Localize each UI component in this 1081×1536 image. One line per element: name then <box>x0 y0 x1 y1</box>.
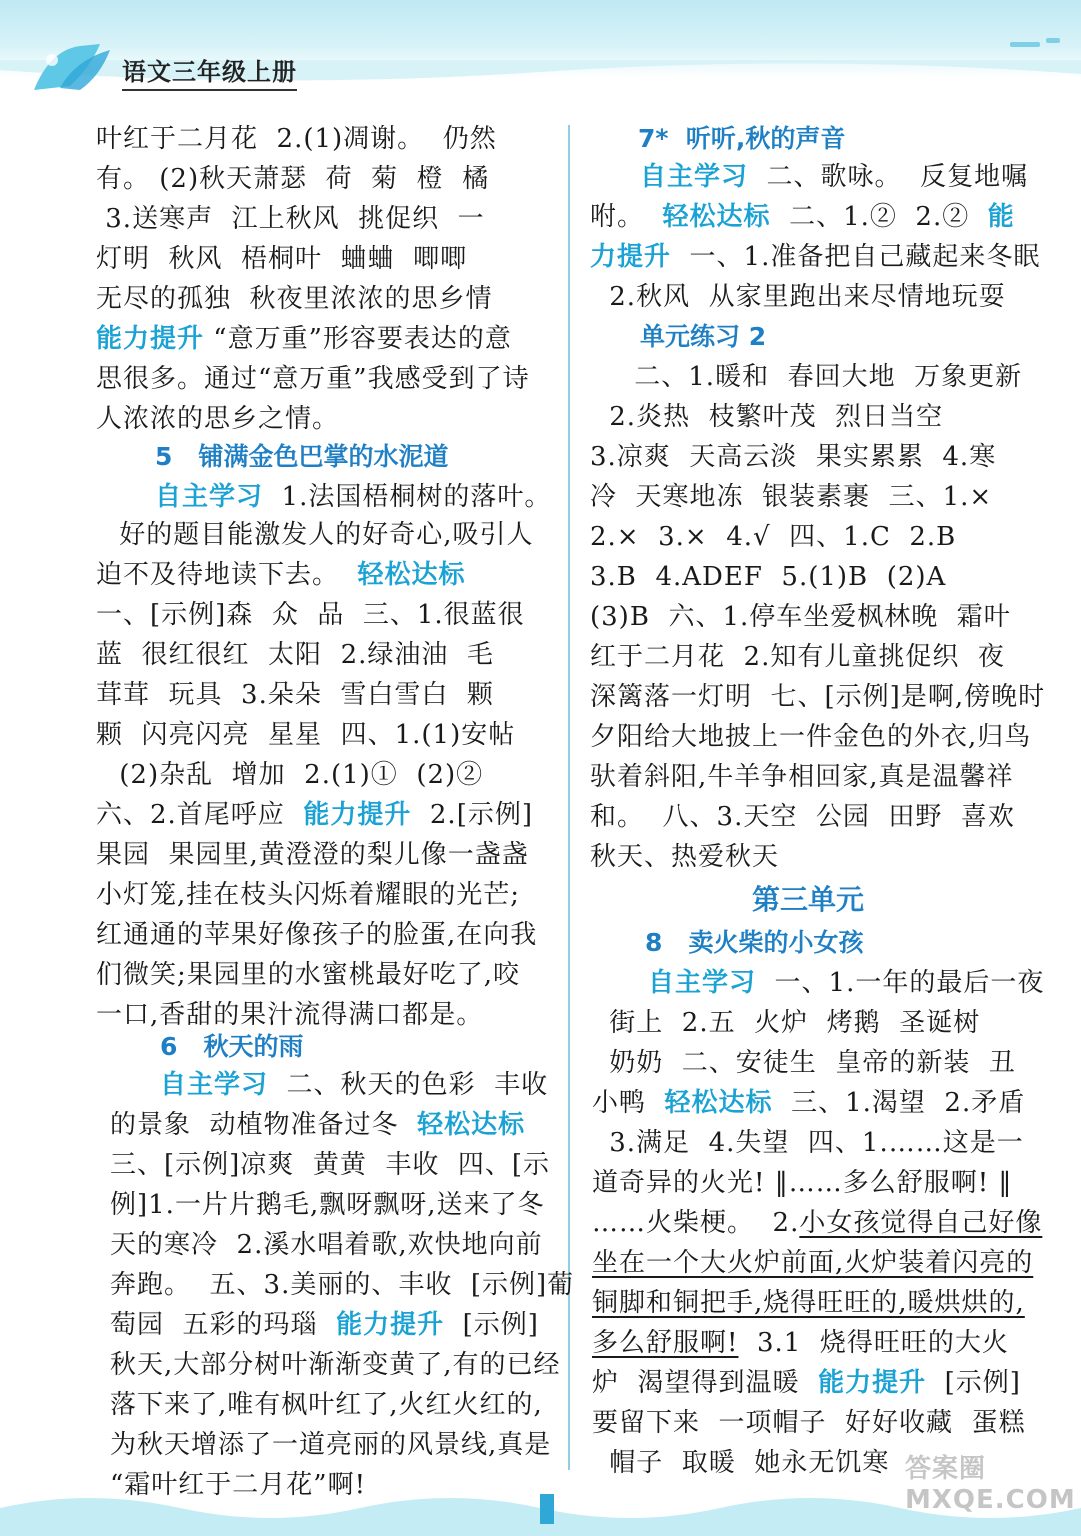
text-line: ……火柴梗。 2.小女孩觉得自己好像 <box>592 1208 1043 1238</box>
underlined-answer: 铜脚和铜把手,烧得旺旺的,暖烘烘的, <box>592 1288 1025 1318</box>
text-line: “霜叶红于二月花”啊! <box>110 1470 367 1500</box>
text-line: 道奇异的火光! ‖……多么舒服啊! ‖ <box>592 1168 1013 1198</box>
text-line: 2.× 3.× 4.√ 四、1.C 2.B <box>590 522 957 552</box>
text-line: 2.秋风 从家里跑出来尽情地玩耍 <box>600 282 1006 312</box>
corner-decoration <box>1010 36 1060 52</box>
tag-ability: 能 <box>987 202 1015 232</box>
tag-self-study: 自主学习 <box>640 162 749 192</box>
text-line: (3)B 六、1.停车坐爱枫林晚 霜叶 <box>590 602 1011 632</box>
text-line: 2.炎热 枝繁叶茂 烈日当空 <box>600 402 944 432</box>
text-line: 果园 果园里,黄澄澄的梨儿像一盏盏 <box>96 840 529 870</box>
book-title: 语文三年级上册 <box>122 52 297 91</box>
text-line: 茸茸 玩具 3.朵朵 雪白雪白 颗 <box>96 680 494 710</box>
underlined-answer: 坐在一个大火炉前面,火炉装着闪亮的 <box>592 1248 1034 1278</box>
text-line: 一、[示例]森 众 品 三、1.很蓝很 <box>96 600 525 630</box>
text-line: 红通通的苹果好像孩子的脸蛋,在向我 <box>96 920 538 950</box>
text-line: 叶红于二月花 2.(1)凋谢。 仍然 <box>96 124 497 154</box>
text-line: 六、2.首尾呼应 能力提升 2.[示例] <box>96 800 533 830</box>
text-line: 3.凉爽 天高云淡 果实累累 4.寒 <box>590 442 997 472</box>
text-line: 冷 天寒地冻 银装素裹 三、1.× <box>590 482 993 512</box>
book-logo-icon <box>30 40 120 95</box>
text-line: 秋天、热爱秋天 <box>590 842 780 872</box>
unit-practice-heading: 单元练习 2 <box>640 322 767 351</box>
text-line: 3.送寒声 江上秋风 挑促织 一 <box>96 204 485 234</box>
tag-easy: 轻松达标 <box>664 1088 773 1118</box>
text-line: 无尽的孤独 秋夜里浓浓的思乡情 <box>96 284 493 314</box>
text-line: 的景象 动植物准备过冬 轻松达标 <box>110 1110 526 1140</box>
text-line: 灯明 秋风 梧桐叶 蛐蛐 唧唧 <box>96 244 468 274</box>
text-line: 一口,香甜的果汁流得满口都是。 <box>96 1000 484 1030</box>
text-line: 迫不及待地读下去。 轻松达标 <box>96 560 466 590</box>
text-line: 二、1.暖和 春回大地 万象更新 <box>625 362 1023 392</box>
text-line: 夕阳给大地披上一件金色的外衣,归鸟 <box>590 722 1032 752</box>
text-line: 咐。 轻松达标 二、1.② 2.② 能 <box>590 202 1015 232</box>
text-line: 萄园 五彩的玛瑙 能力提升 [示例] <box>110 1310 539 1340</box>
text-line: 例]1.一片片鹅毛,飘呀飘呀,送来了冬 <box>110 1190 545 1220</box>
text-line: 3.满足 4.失望 四、1.……这是一 <box>600 1128 1024 1158</box>
text-line: 有。 (2)秋天萧瑟 荷 菊 橙 橘 <box>96 164 490 194</box>
lesson-heading: 8 卖火柴的小女孩 <box>645 928 864 957</box>
text-line: 为秋天增添了一道亮丽的风景线,真是 <box>110 1430 552 1460</box>
text-line: 3.B 4.ADEF 5.(1)B (2)A <box>590 562 947 592</box>
text-line: 小灯笼,挂在枝头闪烁着耀眼的光芒; <box>96 880 521 910</box>
tag-self-study: 自主学习 <box>155 482 264 512</box>
unit-heading: 第三单元 <box>752 883 865 916</box>
text-line: 和。 八、3.天空 公园 田野 喜欢 <box>590 802 1015 832</box>
tag-ability: 能力提升 <box>336 1310 445 1340</box>
text-line: 小鸭 轻松达标 三、1.渴望 2.矛盾 <box>592 1088 1026 1118</box>
tag-ability: 能力提升 <box>96 324 205 354</box>
text-line: 三、[示例]凉爽 黄黄 丰收 四、[示 <box>110 1150 551 1180</box>
tag-self-study: 自主学习 <box>648 968 757 998</box>
text-line: 自主学习 一、1.一年的最后一夜 <box>648 968 1045 998</box>
text-line: 落下来了,唯有枫叶红了,火红火红的, <box>110 1390 543 1420</box>
text-line: (2)杂乱 增加 2.(1)① (2)② <box>110 760 484 790</box>
text-line: 自主学习 1.法国梧桐树的落叶。 <box>155 482 552 512</box>
text-line: 天的寒冷 2.溪水唱着歌,欢快地向前 <box>110 1230 543 1260</box>
text-line: 奶奶 二、安徒生 皇帝的新装 丑 <box>600 1048 1016 1078</box>
text-line: 炉 渴望得到温暖 能力提升 [示例] <box>592 1368 1021 1398</box>
underlined-answer: 小女孩觉得自己好像 <box>799 1208 1043 1238</box>
underlined-answer: 多么舒服啊! <box>592 1328 739 1358</box>
lesson-heading: 5 铺满金色巴掌的水泥道 <box>155 442 449 471</box>
lesson-heading: 6 秋天的雨 <box>160 1032 304 1061</box>
tag-easy: 轻松达标 <box>662 202 771 232</box>
text-line: 深篱落一灯明 七、[示例]是啊,傍晚时 <box>590 682 1046 712</box>
text-line: 能力提升 “意万重”形容要表达的意 <box>96 324 512 354</box>
text-line: 要留下来 一项帽子 好好收藏 蛋糕 <box>592 1408 1026 1438</box>
tag-ability: 能力提升 <box>303 800 412 830</box>
text-line: 颗 闪亮闪亮 星星 四、1.(1)安帖 <box>96 720 516 750</box>
text-line: 自主学习 二、歌咏。 反复地嘱 <box>640 162 1029 192</box>
text-line: 自主学习 二、秋天的色彩 丰收 <box>160 1070 549 1100</box>
tag-easy: 轻松达标 <box>357 560 466 590</box>
text-line: 驮着斜阳,牛羊争相回家,真是温馨祥 <box>590 762 1014 792</box>
text-line: 人浓浓的思乡之情。 <box>96 404 340 434</box>
text-line: 力提升 一、1.准备把自己藏起来冬眠 <box>590 242 1041 272</box>
tag-ability: 能力提升 <box>818 1368 927 1398</box>
text-line: 街上 2.五 火炉 烤鹅 圣诞树 <box>600 1008 981 1038</box>
watermark: 答案圈 MXQE.COM <box>905 1454 1076 1515</box>
text-line: 红于二月花 2.知有儿童挑促织 夜 <box>590 642 1005 672</box>
lesson-heading: 7* 听听,秋的声音 <box>638 124 846 153</box>
text-line: 奔跑。 五、3.美丽的、丰收 [示例]葡 <box>110 1270 575 1300</box>
text-line: 蓝 很红很红 太阳 2.绿油油 毛 <box>96 640 494 670</box>
text-line: 思很多。通过“意万重”我感受到了诗 <box>96 364 530 394</box>
text-line: 们微笑;果园里的水蜜桃最好吃了,咬 <box>96 960 521 990</box>
tag-easy: 轻松达标 <box>417 1110 526 1140</box>
text-line: 多么舒服啊! 3.1 烧得旺旺的大火 <box>592 1328 1009 1358</box>
text-line: 帽子 取暖 她永无饥寒 <box>600 1448 890 1478</box>
text-line: 秋天,大部分树叶渐渐变黄了,有的已经 <box>110 1350 561 1380</box>
tag-self-study: 自主学习 <box>160 1070 269 1100</box>
text-line: 好的题目能激发人的好奇心,吸引人 <box>110 520 534 550</box>
tag-ability: 力提升 <box>590 242 672 272</box>
